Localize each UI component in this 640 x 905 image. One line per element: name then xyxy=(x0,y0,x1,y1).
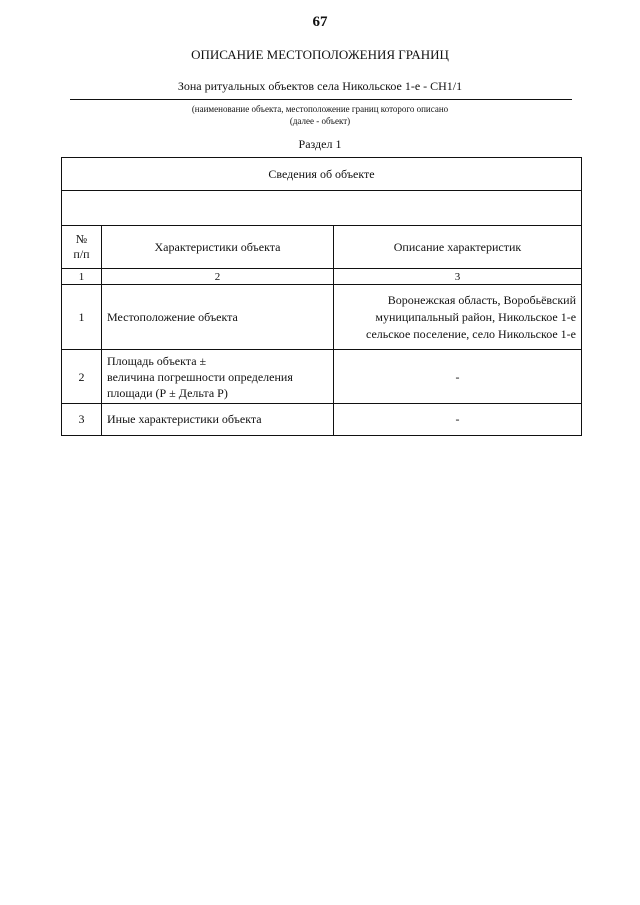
header-characteristic: Характеристики объекта xyxy=(102,226,334,269)
row-description: - xyxy=(334,404,582,436)
row-characteristic xyxy=(102,350,334,404)
characteristic-line: площади (Р ± Дельта Р) xyxy=(107,385,228,400)
table-row xyxy=(62,350,582,404)
blank-cell xyxy=(62,191,582,226)
header-num xyxy=(62,226,102,269)
table-title-row xyxy=(62,158,582,191)
header-num-line-2: п/п xyxy=(73,247,90,261)
header-num-line-1: № xyxy=(75,232,88,246)
table-row xyxy=(62,404,582,436)
characteristic-line: Площадь объекта ± xyxy=(107,353,207,368)
row-num: 1 xyxy=(62,285,102,350)
column-number: 1 xyxy=(62,269,102,285)
table-header-row xyxy=(62,226,582,269)
object-name: Зона ритуальных объектов села Никольское 1-е - СН1/1 xyxy=(177,79,463,93)
column-number: 2 xyxy=(102,269,334,285)
characteristic-line: величина погрешности определения xyxy=(107,369,293,384)
underline-rule xyxy=(70,99,572,100)
description-line: муниципальный район, Никольское 1-е xyxy=(375,309,577,324)
document-title: ОПИСАНИЕ МЕСТОПОЛОЖЕНИЯ ГРАНИЦ xyxy=(191,47,449,62)
description-line: сельское поселение, село Никольское 1-е xyxy=(365,326,577,341)
table-title: Сведения об объекте xyxy=(62,158,582,191)
row-description: - xyxy=(334,350,582,404)
caption-line-2: (далее - объект) xyxy=(289,116,351,126)
row-num: 3 xyxy=(62,404,102,436)
column-number: 3 xyxy=(334,269,582,285)
row-characteristic: Иные характеристики объекта xyxy=(102,404,334,436)
description-line: Воронежская область, Воробьёвский xyxy=(387,292,577,307)
object-caption xyxy=(0,103,640,127)
table-row xyxy=(62,285,582,350)
section-label: Раздел 1 xyxy=(298,137,342,151)
page-number: 67 xyxy=(312,14,328,30)
header-description: Описание характеристик xyxy=(334,226,582,269)
caption-line-1: (наименование объекта, местоположение границ которого описано xyxy=(191,104,449,114)
row-characteristic: Местоположение объекта xyxy=(102,285,334,350)
object-info-table xyxy=(61,157,582,436)
row-num: 2 xyxy=(62,350,102,404)
table-blank-row xyxy=(62,191,582,226)
row-description xyxy=(334,285,582,350)
column-number-row xyxy=(62,269,582,285)
